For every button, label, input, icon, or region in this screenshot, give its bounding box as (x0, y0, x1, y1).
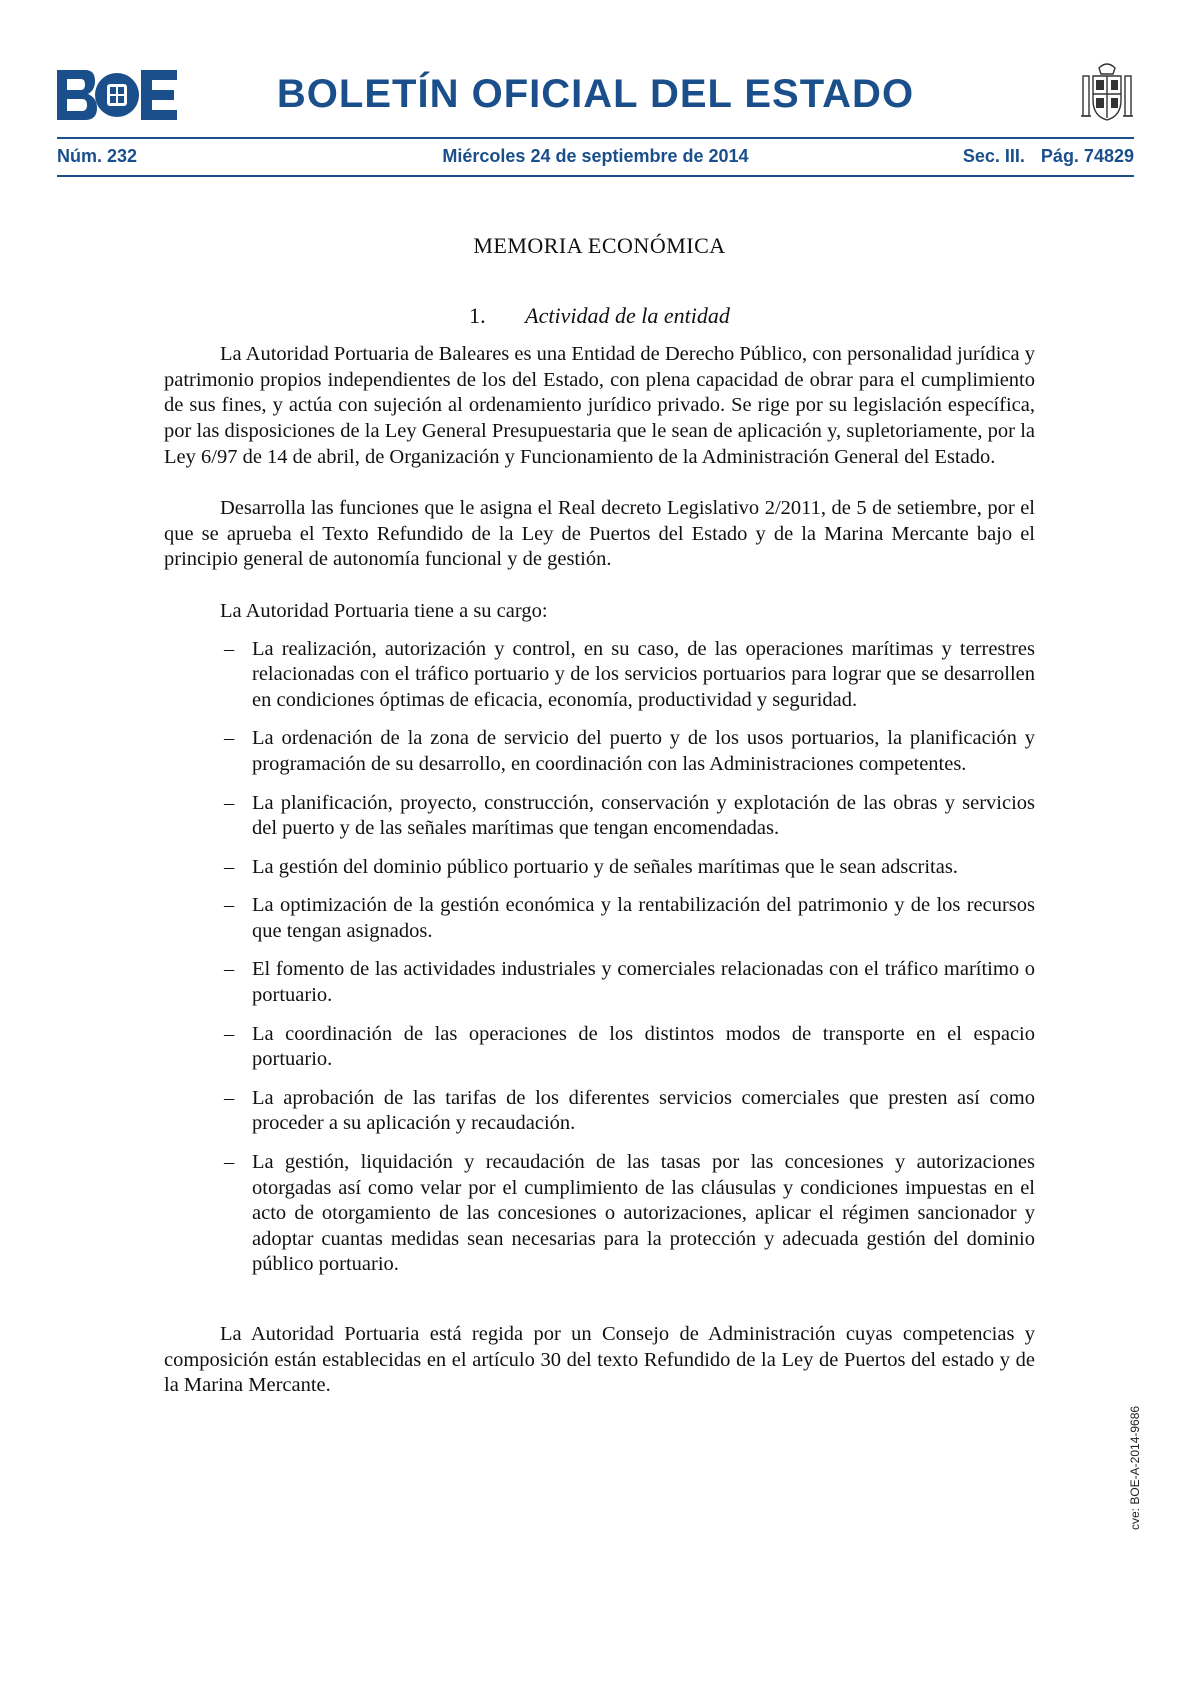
coat-of-arms-icon (1077, 60, 1137, 126)
list-item-text: La ordenación de la zona de servicio del puerto y de los usos portuarios, la planificación y programación de su desarrollo, en coordinación con las Administraciones competentes. (252, 727, 1035, 775)
boe-logo (57, 70, 177, 120)
list-item (164, 893, 1035, 944)
bullet-dash: – (224, 855, 235, 878)
bullet-dash: – (224, 1151, 235, 1174)
list-item-text: La aprobación de las tarifas de los diferentes servicios comerciales que presten así como proceder a su aplicación y recaudación. (252, 1086, 1035, 1135)
list-item-text: La optimización de la gestión económica y la rentabilización del patrimonio y de los recursos que tengan asignados. (252, 894, 1035, 942)
bullet-dash: – (224, 727, 235, 750)
list-item (164, 957, 1035, 1008)
cve-identifier: cve: BOE-A-2014-9686 (1128, 1405, 1142, 1530)
bullet-dash: – (224, 894, 235, 917)
list-item (164, 855, 1035, 881)
section-title: MEMORIA ECONÓMICA (473, 233, 726, 258)
paragraph: Desarrolla las funciones que le asigna el Real decreto Legislativo 2/2011, de 5 de setiembre, por el que se aprueba el Texto Refundido de la Ley de Puertos del Estado y de la Marina Mercante bajo el principio general de autonomía funcional y de gestión. (164, 497, 1035, 571)
issue-number: Núm. 232 (57, 146, 138, 166)
responsibilities-list (164, 637, 1035, 1278)
heading-number: 1. (469, 302, 486, 328)
list-item-text: El fomento de las actividades industriales y comerciales relacionadas con el tráfico marítimo o portuario. (252, 958, 1035, 1007)
page-label: Pág. 74829 (1040, 146, 1134, 166)
list-item-text: La realización, autorización y control, en su caso, de las operaciones marítimas y terrestres relacionadas con el tráfico portuario y de los servicios portuarios para lograr que se desarrollen en condiciones óptimas de eficacia, economía, productividad y seguridad. (252, 637, 1035, 711)
header-rule-top (57, 137, 1134, 139)
list-item-text: La coordinación de las operaciones de los distintos modos de transporte en el espacio portuario. (252, 1022, 1035, 1071)
list-item-text: La planificación, proyecto, construcción, conservación y explotación de las obras y servicios del puerto y de las señales marítimas que tengan encomendadas. (252, 791, 1035, 840)
section-heading (164, 303, 1035, 329)
list-intro: La Autoridad Portuaria tiene a su cargo: (220, 599, 548, 622)
list-item (164, 791, 1035, 842)
list-item (164, 726, 1035, 777)
bullet-dash: – (224, 1022, 235, 1045)
section-label: Sec. III. (962, 146, 1025, 166)
page-masthead-title: BOLETÍN OFICIAL DEL ESTADO (276, 72, 915, 116)
document-body (164, 233, 1035, 1425)
list-item (164, 1086, 1035, 1137)
list-item (164, 1150, 1035, 1278)
issue-date: Miércoles 24 de septiembre de 2014 (442, 146, 749, 166)
list-item-text: La gestión, liquidación y recaudación de las tasas por las concesiones y autorizaciones otorgadas así como velar por el cumplimiento de las cláusulas y condiciones impuestas en el acto de otorgamiento de las concesiones o autorizaciones, aplicar el régimen sancionador y adoptar cuantas medidas sean necesarias para la protección y adecuada gestión del dominio público portuario. (252, 1151, 1035, 1276)
bullet-dash: – (224, 1086, 235, 1109)
list-item (164, 637, 1035, 714)
bullet-dash: – (224, 791, 235, 814)
bullet-dash: – (224, 637, 235, 660)
paragraph: La Autoridad Portuaria de Baleares es una Entidad de Derecho Público, con personalidad jurídica y patrimonio propios independientes de los del Estado, con plena capacidad de obrar para el cumplimiento de sus fines, y actúa con sujeción al ordenamiento jurídico privado. Se rige por su legislación específica, por las disposiciones de la Ley General Presupuestaria que le sean de aplicación y, supletoriamente, por la Ley 6/97 de 14 de abril, de Organización y Funcionamiento de la Administración General del Estado. (164, 343, 1035, 468)
heading-text: Actividad de la entidad (525, 302, 730, 328)
closing-paragraph: La Autoridad Portuaria está regida por un Consejo de Administración cuyas competencias y composición están establecidas en el artículo 30 del texto Refundido de la Ley de Puertos del estado y de la Marina Mercante. (164, 1323, 1035, 1397)
list-item (164, 1022, 1035, 1073)
header-rule-bottom (57, 175, 1134, 177)
bullet-dash: – (224, 958, 235, 981)
section-page-reference (963, 146, 1134, 167)
list-item-text: La gestión del dominio público portuario y de señales marítimas que le sean adscritas. (252, 855, 958, 878)
